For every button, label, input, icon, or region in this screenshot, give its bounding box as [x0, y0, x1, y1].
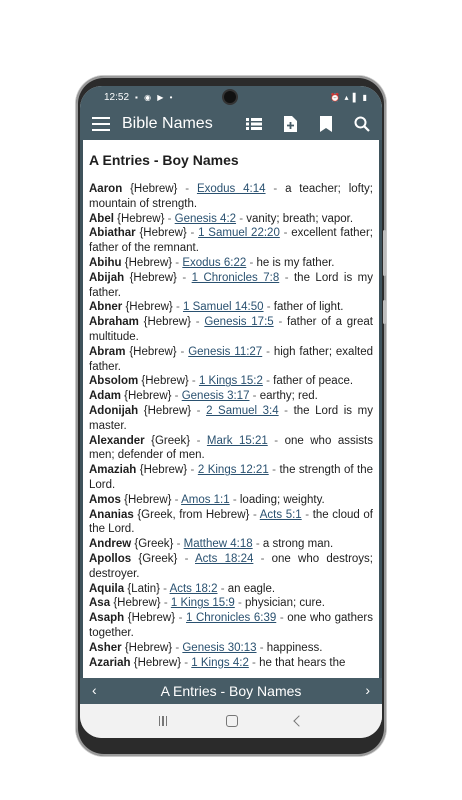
entry-reference-link[interactable]: 1 Samuel 22:20 [198, 227, 280, 240]
entry-reference-link[interactable]: 2 Kings 12:21 [197, 464, 269, 477]
list-item: Andrew {Greek} - Matthew 4:18 - a strong man. [89, 538, 334, 551]
entry-reference-link[interactable]: Acts 5:1 [259, 508, 302, 521]
search-icon[interactable] [354, 116, 370, 132]
entry-meaning: excellent father; father of the remnant. [89, 227, 373, 255]
entry-meaning: physician; cure. [245, 597, 325, 610]
entry-reference-link[interactable]: Genesis 30:13 [182, 641, 257, 654]
entry-name: Abijah [89, 271, 125, 284]
bottom-bar-title: A Entries - Boy Names [160, 683, 302, 699]
list-item: Ananias {Greek, from Hebrew} - Acts 5:1 - the cloud of the Lord. [89, 508, 373, 536]
previous-page-button[interactable]: ‹ [92, 682, 97, 698]
entries-content[interactable] [80, 140, 382, 678]
list-item: Aquila {Latin} - Acts 18:2 - an eagle. [89, 582, 276, 595]
volume-button [383, 230, 386, 276]
entry-name: Abihu [89, 256, 122, 269]
screen [80, 86, 382, 738]
list-item: Absolom {Hebrew} - 1 Kings 15:2 - father of peace. [89, 375, 354, 388]
entry-origin: {Greek, from Hebrew} [137, 508, 250, 521]
entry-name: Apollos [89, 552, 132, 565]
entry-meaning: one who assists men; defender of men. [89, 434, 373, 462]
entry-meaning: the cloud of the Lord. [89, 508, 373, 536]
notification-icons: ▪ ◉ ▶ • [135, 92, 175, 102]
home-icon[interactable] [226, 715, 238, 727]
entry-name: Abel [89, 212, 114, 225]
entry-reference-link[interactable]: Acts 18:24 [195, 552, 254, 565]
entry-meaning: father of light. [273, 301, 344, 314]
entry-meaning: the Lord is my master. [89, 404, 373, 432]
entry-reference-link[interactable]: Acts 18:2 [169, 582, 218, 595]
entry-meaning: earthy; red. [259, 390, 318, 403]
entry-reference-link[interactable]: Mark 15:21 [206, 434, 268, 447]
entry-reference-link[interactable]: Genesis 4:2 [174, 212, 237, 225]
entry-origin: {Hebrew} [125, 301, 173, 314]
entry-origin: {Hebrew} [113, 597, 161, 610]
entry-origin: {Hebrew} [143, 404, 192, 417]
camera-icon [224, 91, 236, 103]
list-item: Abraham {Hebrew} - Genesis 17:5 - father of a great multitude. [89, 316, 373, 343]
entry-name: Abraham [89, 316, 139, 329]
entry-meaning: he is my father. [256, 256, 335, 269]
entry-meaning: he that hears the [259, 656, 346, 669]
list-item: Abel {Hebrew} - Genesis 4:2 - vanity; breath; vapor. [89, 212, 354, 225]
bookmark-icon[interactable] [318, 116, 334, 132]
list-item: Amos {Hebrew} - Amos 1:1 - loading; weighty. [89, 493, 325, 506]
list-item: Alexander {Greek} - Mark 15:21 - one who assists men; defender of men. [89, 434, 373, 462]
list-item: Abner {Hebrew} - 1 Samuel 14:50 - father of light. [89, 301, 344, 314]
entry-reference-link[interactable]: 1 Kings 15:2 [198, 375, 263, 388]
entry-reference-link[interactable]: Exodus 6:22 [182, 256, 247, 269]
entry-meaning: happiness. [266, 641, 323, 654]
entry-meaning: the Lord is my father. [89, 271, 373, 299]
entry-name: Aaron [89, 183, 123, 195]
entry-name: Abram [89, 345, 126, 358]
list-item: Abiathar {Hebrew} - 1 Samuel 22:20 - excellent father; father of the remnant. [89, 227, 373, 255]
entry-origin: {Hebrew} [117, 212, 165, 225]
entry-meaning: loading; weighty. [239, 493, 325, 506]
status-time: 12:52 [104, 91, 130, 103]
entry-origin: {Hebrew} [130, 183, 178, 195]
entry-reference-link[interactable]: 1 Kings 4:2 [191, 656, 249, 669]
menu-icon[interactable] [92, 117, 110, 131]
bottom-bar [80, 678, 382, 704]
entry-meaning: vanity; breath; vapor. [246, 212, 354, 225]
entry-origin: {Hebrew} [141, 375, 189, 388]
entry-origin: {Hebrew} [139, 464, 188, 477]
entry-reference-link[interactable]: Genesis 17:5 [204, 316, 274, 329]
entry-reference-link[interactable]: Matthew 4:18 [183, 538, 253, 551]
entry-name: Amaziah [89, 464, 137, 477]
entry-reference-link[interactable]: 1 Chronicles 6:39 [186, 612, 277, 625]
entry-name: Abiathar [89, 227, 136, 240]
entry-name: Absolom [89, 375, 139, 388]
list-item: Abijah {Hebrew} - 1 Chronicles 7:8 - the Lord is my father. [89, 271, 373, 299]
entry-meaning: one who destroys; destroyer. [89, 552, 373, 580]
entry-reference-link[interactable]: Genesis 11:27 [188, 345, 263, 358]
list-item: Adam {Hebrew} - Genesis 3:17 - earthy; red. [89, 390, 318, 403]
entry-meaning: high father; exalted father. [89, 345, 373, 373]
list-icon[interactable] [246, 116, 262, 132]
list-item: Abihu {Hebrew} - Exodus 6:22 - he is my father. [89, 256, 335, 269]
entry-name: Adam [89, 390, 121, 403]
list-item: Apollos {Greek} - Acts 18:24 - one who destroys; destroyer. [89, 552, 373, 580]
entry-meaning: a teacher; lofty; mountain of strength. [89, 183, 373, 210]
entry-meaning: a strong man. [262, 538, 334, 551]
entry-origin: {Hebrew} [124, 493, 172, 506]
entry-origin: {Hebrew} [124, 256, 173, 269]
entry-origin: {Hebrew} [133, 656, 182, 669]
entry-origin: {Hebrew} [124, 641, 173, 654]
entry-origin: {Hebrew} [139, 227, 187, 240]
entry-origin: {Hebrew} [129, 345, 177, 358]
entry-origin: {Hebrew} [129, 271, 177, 284]
entry-reference-link[interactable]: 2 Samuel 3:4 [206, 404, 279, 417]
system-nav-bar [80, 704, 382, 738]
entry-name: Asaph [89, 612, 125, 625]
entry-reference-link[interactable]: 1 Chronicles 7:8 [191, 271, 280, 284]
app-bar [80, 108, 382, 140]
list-item: Aaron {Hebrew} - Exodus 4:14 - a teacher; lofty; mountain of strength. [89, 183, 373, 210]
entry-name: Andrew [89, 538, 132, 551]
entry-origin: {Hebrew} [124, 390, 172, 403]
entry-meaning: father of a great multitude. [89, 316, 373, 343]
entry-origin: {Hebrew} [127, 612, 176, 625]
list-item: Azariah {Hebrew} - 1 Kings 4:2 - he that hears the [89, 656, 346, 669]
entry-reference-link[interactable]: 1 Kings 15:9 [170, 597, 235, 610]
power-button [383, 300, 386, 324]
entry-meaning: an eagle. [227, 582, 276, 595]
next-page-button[interactable]: › [365, 682, 370, 698]
list-item: Abram {Hebrew} - Genesis 11:27 - high father; exalted father. [89, 345, 373, 373]
entry-meaning: one who gathers together. [89, 612, 373, 639]
entry-name: Azariah [89, 656, 131, 669]
entry-name: Asher [89, 641, 122, 654]
system-icons: ⏰ ▴ ▌ ▮ [330, 92, 368, 102]
entry-meaning: father of peace. [273, 375, 354, 388]
entry-name: Aquila [89, 582, 125, 595]
list-item: Asher {Hebrew} - Genesis 30:13 - happiness. [89, 641, 323, 654]
entry-name: Abner [89, 301, 123, 314]
list-item: Amaziah {Hebrew} - 2 Kings 12:21 - the strength of the Lord. [89, 464, 373, 491]
entry-origin: {Latin} [127, 582, 160, 595]
list-item: Adonijah {Hebrew} - 2 Samuel 3:4 - the Lord is my master. [89, 404, 373, 432]
entry-name: Alexander [89, 434, 145, 447]
entry-reference-link[interactable]: Genesis 3:17 [181, 390, 250, 403]
back-icon[interactable] [294, 715, 305, 726]
entry-name: Adonijah [89, 404, 139, 417]
entry-meaning: the strength of the Lord. [89, 464, 373, 491]
entry-origin: {Greek} [138, 552, 178, 565]
page-heading: A Entries - Boy Names [89, 152, 239, 168]
entry-name: Asa [89, 597, 111, 610]
entry-name: Amos [89, 493, 121, 506]
entries-list [89, 182, 373, 670]
entry-origin: {Greek} [134, 538, 174, 551]
entry-origin: {Hebrew} [143, 316, 191, 329]
entry-reference-link[interactable]: 1 Samuel 14:50 [182, 301, 264, 314]
entry-origin: {Greek} [151, 434, 191, 447]
list-item: Asaph {Hebrew} - 1 Chronicles 6:39 - one who gathers together. [89, 612, 373, 639]
entry-reference-link[interactable]: Exodus 4:14 [196, 183, 266, 195]
recent-apps-icon[interactable] [159, 716, 169, 726]
app-title: Bible Names [122, 115, 213, 132]
entry-name: Ananias [89, 508, 134, 521]
add-document-icon[interactable] [282, 116, 298, 132]
list-item: Asa {Hebrew} - 1 Kings 15:9 - physician; cure. [89, 597, 325, 610]
entry-reference-link[interactable]: Amos 1:1 [181, 493, 230, 506]
